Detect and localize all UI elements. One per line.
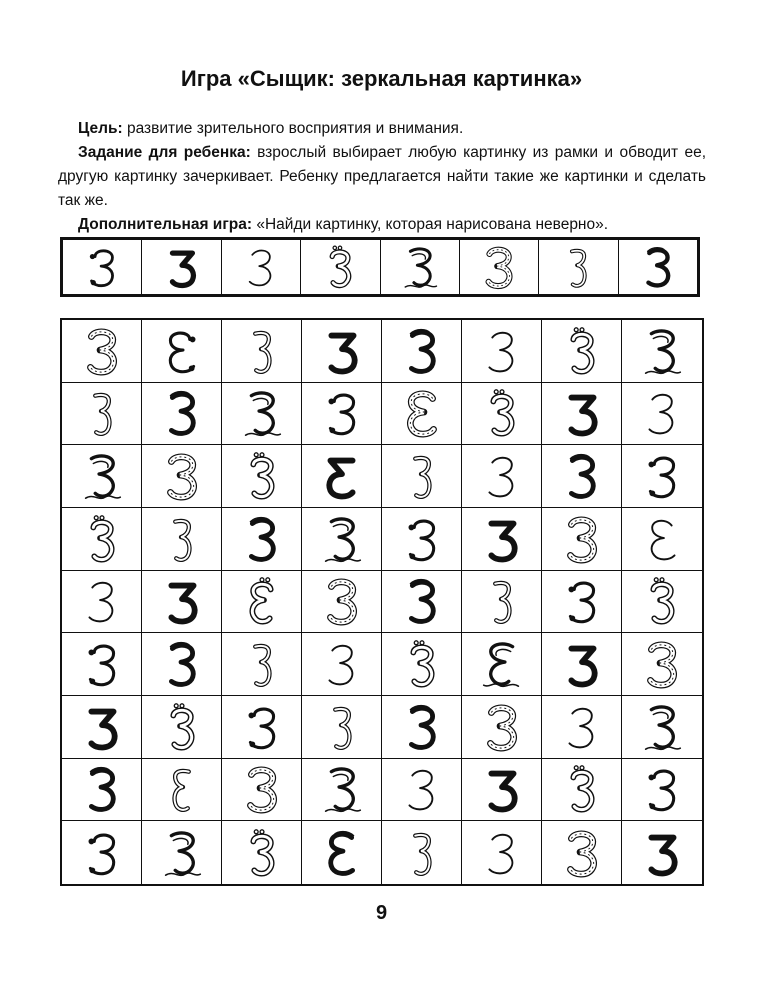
three-thin-icon: [479, 324, 525, 378]
three-brush-icon: [159, 637, 205, 691]
three-thin-icon: [399, 762, 445, 816]
grid-cell[interactable]: [622, 383, 702, 446]
grid-cell[interactable]: [542, 696, 622, 759]
three-thin-icon: [319, 637, 365, 691]
grid-cell[interactable]: [62, 571, 142, 634]
three-narrow-icon: [159, 512, 205, 566]
goal-label: Цель:: [78, 120, 123, 137]
grid-cell[interactable]: [622, 320, 702, 383]
instructions: [58, 117, 706, 237]
three-brush-icon: [79, 762, 125, 816]
task-line: [58, 141, 706, 213]
three-narrow-icon: [399, 449, 445, 503]
grid-cell[interactable]: [62, 320, 142, 383]
goal-line: [58, 117, 706, 141]
frame-cell[interactable]: [222, 240, 301, 294]
three-snake-icon: [239, 826, 285, 880]
three-curl-icon: [639, 449, 685, 503]
grid-cell[interactable]: [62, 821, 142, 884]
grid-cell[interactable]: [462, 696, 542, 759]
three-bold-icon: [159, 574, 205, 628]
three-curl-icon: [399, 512, 445, 566]
three-bold-icon: [79, 700, 125, 754]
frame-cell[interactable]: [142, 240, 221, 294]
goal-text: развитие зрительного восприятия и внимания.: [122, 120, 464, 137]
grid-cell[interactable]: [302, 320, 382, 383]
grid-cell[interactable]: [382, 320, 462, 383]
three-zigzag-icon: [319, 762, 365, 816]
three-striped-icon: [239, 762, 285, 816]
three-snake-icon: [479, 386, 525, 440]
grid-cell[interactable]: [622, 445, 702, 508]
frame-cell[interactable]: [63, 240, 142, 294]
three-snake-icon: [159, 700, 205, 754]
three-narrow-icon: [239, 324, 285, 378]
three-bold-icon: [639, 826, 685, 880]
three-zigzag-icon: [79, 449, 125, 503]
three-narrow-icon: [79, 386, 125, 440]
three-striped-icon: [639, 637, 685, 691]
mirror-three-striped-icon: [399, 386, 445, 440]
grid-cell[interactable]: [382, 633, 462, 696]
three-snake-icon: [79, 512, 125, 566]
mirror-three-thin-icon: [639, 512, 685, 566]
frame-cell[interactable]: [301, 240, 380, 294]
three-zigzag-icon: [319, 512, 365, 566]
three-bold-icon: [559, 637, 605, 691]
grid-cell[interactable]: [302, 633, 382, 696]
grid-cell[interactable]: [222, 759, 302, 822]
three-thin-icon: [241, 242, 281, 292]
three-curl-icon: [639, 762, 685, 816]
grid-cell[interactable]: [142, 508, 222, 571]
search-grid: [60, 318, 704, 886]
three-curl-icon: [559, 574, 605, 628]
mirror-three-zigzag-icon: [479, 637, 525, 691]
extra-label: Дополнительная игра:: [78, 216, 253, 233]
frame-cell[interactable]: [381, 240, 460, 294]
grid-cell[interactable]: [142, 696, 222, 759]
three-snake-icon: [559, 324, 605, 378]
three-narrow-icon: [479, 574, 525, 628]
frame-cell[interactable]: [619, 240, 697, 294]
grid-cell[interactable]: [382, 696, 462, 759]
three-bold-icon: [479, 762, 525, 816]
mirror-three-brush-icon: [319, 826, 365, 880]
grid-cell[interactable]: [622, 571, 702, 634]
three-striped-icon: [79, 324, 125, 378]
grid-cell[interactable]: [622, 696, 702, 759]
grid-cell[interactable]: [622, 759, 702, 822]
grid-cell[interactable]: [542, 571, 622, 634]
grid-cell[interactable]: [62, 445, 142, 508]
three-striped-icon: [479, 242, 519, 292]
frame-cell[interactable]: [460, 240, 539, 294]
grid-cell[interactable]: [222, 383, 302, 446]
task-text: взрослый выбирает любую картинку из рамки и обводит ее, другую картинку зачеркивает. Ребенку предлагается найти такие же картинки и сделать так же.: [58, 144, 706, 209]
grid-cell[interactable]: [382, 508, 462, 571]
three-narrow-icon: [319, 700, 365, 754]
three-narrow-icon: [239, 637, 285, 691]
grid-cell[interactable]: [302, 571, 382, 634]
grid-cell[interactable]: [222, 821, 302, 884]
three-curl-icon: [319, 386, 365, 440]
extra-game-line: [58, 213, 706, 237]
grid-cell[interactable]: [142, 383, 222, 446]
grid-cell[interactable]: [542, 633, 622, 696]
grid-cell[interactable]: [302, 445, 382, 508]
grid-cell[interactable]: [62, 759, 142, 822]
grid-cell[interactable]: [142, 320, 222, 383]
grid-cell[interactable]: [462, 821, 542, 884]
grid-cell[interactable]: [302, 696, 382, 759]
grid-cell[interactable]: [542, 821, 622, 884]
three-bold-icon: [479, 512, 525, 566]
mirror-three-bold-icon: [319, 449, 365, 503]
three-zigzag-icon: [159, 826, 205, 880]
three-brush-icon: [399, 700, 445, 754]
grid-cell[interactable]: [462, 445, 542, 508]
three-striped-icon: [559, 512, 605, 566]
three-zigzag-icon: [639, 324, 685, 378]
grid-cell[interactable]: [542, 445, 622, 508]
three-striped-icon: [319, 574, 365, 628]
grid-cell[interactable]: [462, 320, 542, 383]
grid-cell[interactable]: [62, 633, 142, 696]
frame-cell[interactable]: [539, 240, 618, 294]
three-zigzag-icon: [639, 700, 685, 754]
grid-cell[interactable]: [142, 759, 222, 822]
grid-cell[interactable]: [462, 633, 542, 696]
grid-cell[interactable]: [622, 821, 702, 884]
page-number: 9: [375, 902, 388, 924]
three-brush-icon: [559, 449, 605, 503]
three-bold-icon: [559, 386, 605, 440]
grid-cell[interactable]: [142, 633, 222, 696]
task-label: Задание для ребенка:: [78, 144, 251, 161]
grid-cell[interactable]: [142, 821, 222, 884]
grid-cell[interactable]: [462, 508, 542, 571]
three-zigzag-icon: [239, 386, 285, 440]
grid-cell[interactable]: [382, 571, 462, 634]
grid-cell[interactable]: [462, 759, 542, 822]
three-thin-icon: [559, 700, 605, 754]
grid-cell[interactable]: [302, 383, 382, 446]
grid-cell[interactable]: [622, 633, 702, 696]
three-thin-icon: [479, 449, 525, 503]
three-thin-icon: [79, 574, 125, 628]
three-brush-icon: [399, 574, 445, 628]
grid-cell[interactable]: [142, 445, 222, 508]
grid-cell[interactable]: [222, 571, 302, 634]
extra-text: «Найди картинку, которая нарисована неверно».: [252, 216, 609, 233]
grid-cell[interactable]: [302, 508, 382, 571]
three-snake-icon: [320, 242, 360, 292]
three-snake-icon: [239, 449, 285, 503]
grid-cell[interactable]: [62, 696, 142, 759]
grid-cell[interactable]: [302, 821, 382, 884]
grid-cell[interactable]: [622, 508, 702, 571]
grid-cell[interactable]: [62, 508, 142, 571]
three-striped-icon: [159, 449, 205, 503]
three-narrow-icon: [558, 242, 598, 292]
mirror-three-narrow-icon: [159, 762, 205, 816]
grid-cell[interactable]: [462, 571, 542, 634]
grid-cell[interactable]: [62, 383, 142, 446]
three-curl-icon: [82, 242, 122, 292]
grid-cell[interactable]: [382, 445, 462, 508]
three-brush-icon: [399, 324, 445, 378]
page-title: Игра «Сыщик: зеркальная картинка»: [180, 66, 583, 91]
grid-cell[interactable]: [222, 320, 302, 383]
three-brush-icon: [159, 386, 205, 440]
grid-cell[interactable]: [542, 383, 622, 446]
three-bold-icon: [162, 242, 202, 292]
grid-cell[interactable]: [542, 759, 622, 822]
three-thin-icon: [639, 386, 685, 440]
three-striped-icon: [559, 826, 605, 880]
three-brush-icon: [638, 242, 678, 292]
three-curl-icon: [79, 637, 125, 691]
three-narrow-icon: [399, 826, 445, 880]
grid-cell[interactable]: [222, 445, 302, 508]
grid-cell[interactable]: [382, 759, 462, 822]
three-thin-icon: [479, 826, 525, 880]
grid-cell[interactable]: [462, 383, 542, 446]
grid-cell[interactable]: [382, 383, 462, 446]
three-striped-icon: [479, 700, 525, 754]
mirror-three-snake-icon: [239, 574, 285, 628]
three-snake-icon: [639, 574, 685, 628]
grid-cell[interactable]: [382, 821, 462, 884]
sample-frame: [60, 237, 700, 297]
three-brush-icon: [239, 512, 285, 566]
grid-cell[interactable]: [222, 633, 302, 696]
three-curl-icon: [239, 700, 285, 754]
grid-cell[interactable]: [222, 508, 302, 571]
grid-cell[interactable]: [142, 571, 222, 634]
grid-cell[interactable]: [302, 759, 382, 822]
grid-cell[interactable]: [542, 508, 622, 571]
three-zigzag-icon: [400, 242, 440, 292]
grid-cell[interactable]: [542, 320, 622, 383]
three-bold-icon: [319, 324, 365, 378]
three-curl-icon: [79, 826, 125, 880]
mirror-three-curl-icon: [159, 324, 205, 378]
three-snake-icon: [559, 762, 605, 816]
grid-cell[interactable]: [222, 696, 302, 759]
three-snake-icon: [399, 637, 445, 691]
